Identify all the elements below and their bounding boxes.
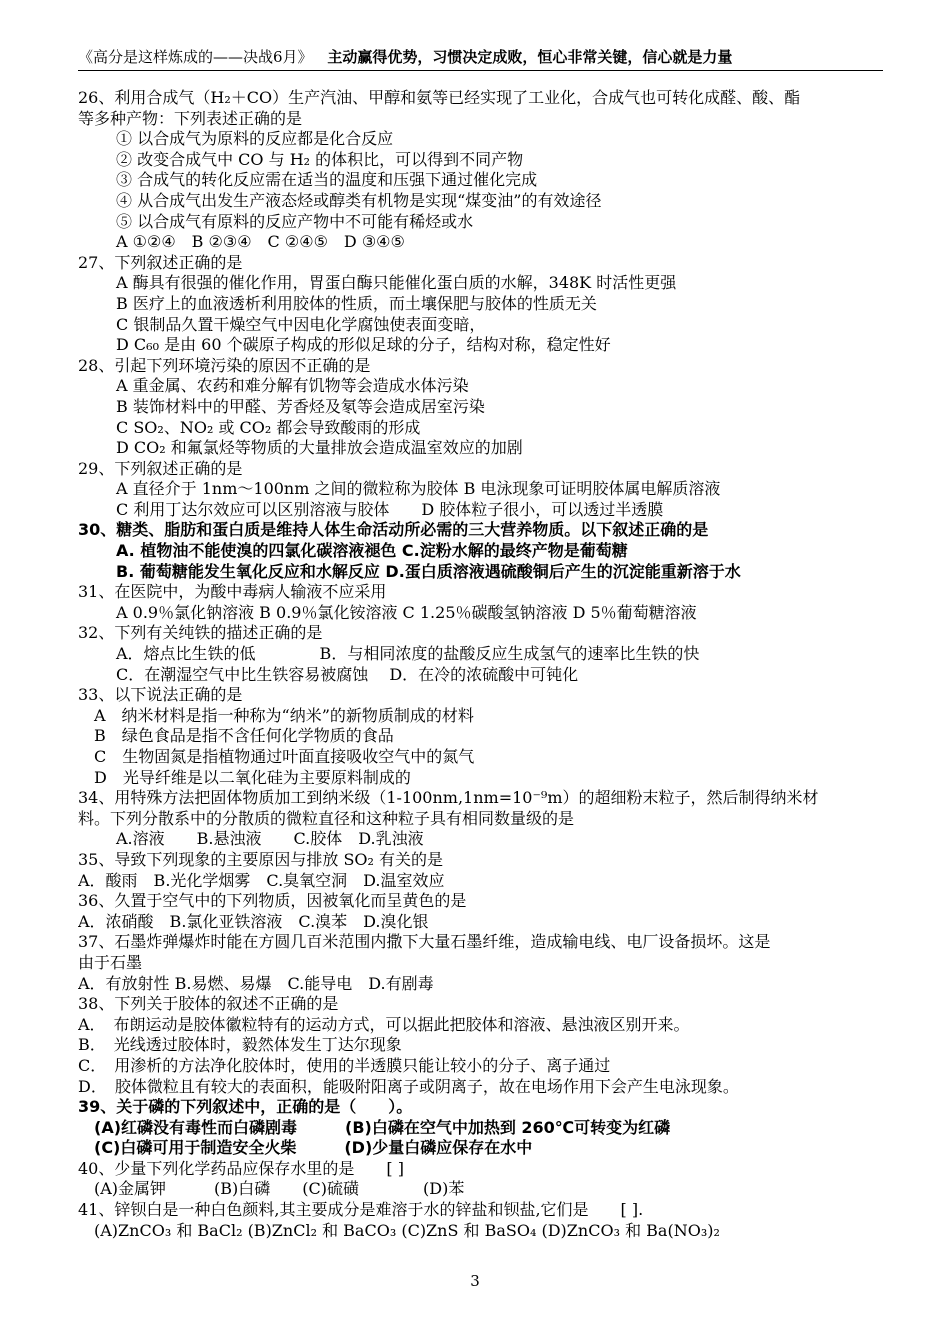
text-line: 30、糖类、脂肪和蛋白质是维持人体生命活动所必需的三大营养物质。以下叙述正确的是 [78,520,709,540]
text-line: C 银制品久置干燥空气中因电化学腐蚀使表面变暗， [116,314,486,334]
text-line: C． 用渗析的方法净化胶体时，使用的半透膜只能让较小的分子、离子通过 [78,1055,611,1075]
text-line: 38、下列关于胶体的叙述不正确的是 [78,994,339,1014]
text-line: C．在潮湿空气中比生铁容易被腐蚀 D．在冷的浓硫酸中可钝化 [116,664,579,684]
text-line: A 纳米材料是指一种称为“纳米”的新物质制成的材料 [94,705,474,725]
text-line: 39、关于磷的下列叙述中，正确的是（ ）。 [78,1097,413,1117]
text-line: 41、锌钡白是一种白色颜料,其主要成分是难溶于水的锌盐和钡盐,它们是 [ ]. [78,1200,644,1220]
text-line: A． 布朗运动是胶体徽粒特有的运动方式，可以据此把胶体和溶液、悬浊液区别开来。 [78,1014,690,1034]
text-line: D． 胶体微粒且有较大的表面积，能吸附阳离子或阴离子，故在电场作用下会产生电泳现象。 [78,1076,739,1096]
text-line: ⑤ 以合成气有原料的反应产物中不可能有稀烃或水 [116,211,474,231]
text-line: 37、石墨炸弹爆炸时能在方圆几百米范围内撒下大量石墨纤维，造成输电线、电厂设备损坏。这是 [78,932,771,952]
text-line: A．酸雨 B.光化学烟雾 C.臭氧空洞 D.温室效应 [78,870,445,890]
text-line: 31、在医院中，为酸中毒病人输液不应采用 [78,582,387,602]
text-line: ② 改变合成气中 CO 与 H₂ 的体积比，可以得到不同产物 [116,149,524,169]
text-line: C 生物固氮是指植物通过叶面直接吸收空气中的氮气 [94,747,475,766]
text-line: 34、用特殊方法把固体物质加工到纳米级（1-100nm,1nm=10⁻⁹m）的超细粉末粒子，然后制得纳米材 [78,788,819,808]
text-line: B 绿色食品是指不含任何化学物质的食品 [94,726,394,746]
text-line: A 重金属、农药和难分解有饥物等会造成水体污染 [116,376,469,396]
text-line: C SO₂、NO₂ 或 CO₂ 都会导致酸雨的形成 [116,417,421,437]
text-line: 35、导致下列现象的主要原因与排放 SO₂ 有关的是 [78,849,444,869]
text-line: (A)金属钾 (B)白磷 (C)硫磺 (D)苯 [94,1179,465,1199]
header-motto: 主动赢得优势，习惯决定成败，恒心非常关键，信心就是力量 [327,48,733,66]
text-line: A. 植物油不能使溴的四氯化碳溶液褪色 C.淀粉水解的最终产物是葡萄糖 [116,541,628,561]
text-line: ① 以合成气为原料的反应都是化合反应 [116,129,394,149]
text-line: A 直径介于 1nm～100nm 之间的微粒称为胶体 B 电泳现象可证明胶体属电解质溶液 [116,479,721,499]
text-line: A．浓硝酸 B.氯化亚铁溶液 C.溴苯 D.溴化银 [78,911,429,931]
text-line: 32、下列有关纯铁的描述正确的是 [78,623,323,643]
text-line: 29、下列叙述正确的是 [78,458,243,478]
text-line: 28、引起下列环境污染的原因不正确的是 [78,355,371,375]
text-line: D C₆₀ 是由 60 个碳原子构成的形似足球的分子，结构对称，稳定性好 [116,335,611,355]
text-line: B 装饰材料中的甲醛、芳香烃及氡等会造成居室污染 [116,396,485,416]
text-line: A 0.9％氯化钠溶液 B 0.9％氯化铵溶液 C 1.25％碳酸氢钠溶液 D 5％葡萄糖溶液 [116,602,697,622]
text-line: (A)红磷没有毒性而白磷剧毒 (B)白磷在空气中加热到 260℃可转变为红磷 [94,1117,671,1137]
text-line: ④ 从合成气出发生产液态烃或醇类有机物是实现“煤变油”的有效途径 [116,190,602,210]
text-line: D CO₂ 和氟氯烃等物质的大量排放会造成温室效应的加剧 [116,438,523,458]
text-line: B. 葡萄糖能发生氧化反应和水解反应 D.蛋白质溶液遇硫酸铜后产生的沉淀能重新溶于水 [116,561,741,581]
header-book-title: 《高分是这样炼成的——决战6月》 [78,48,313,66]
text-line: (C)白磷可用于制造安全火柴 (D)少量白磷应保存在水中 [94,1138,533,1158]
text-line: A ①②④ B ②③④ C ②④⑤ D ③④⑤ [116,232,405,252]
text-line: 由于石墨 [78,952,143,972]
text-line: 料。下列分散系中的分散质的微粒直径和这种粒子具有相同数量级的是 [78,808,575,828]
text-line: (A)ZnCO₃ 和 BaCl₂ (B)ZnCl₂ 和 BaCO₃ (C)ZnS 和 BaSO₄ (D)ZnCO₃ 和 Ba(NO₃)₂ [94,1220,720,1240]
text-line: B． 光线透过胶体时，毅然体发生丁达尔现象 [78,1035,402,1055]
text-line: ③ 合成气的转化反应需在适当的温度和压强下通过催化完成 [116,170,538,190]
text-line: 27、下列叙述正确的是 [78,252,243,272]
text-line: D 光导纤维是以二氧化硅为主要原料制成的 [94,767,411,787]
text-line: C 利用丁达尔效应可以区别溶液与胶体 D 胶体粒子很小，可以透过半透膜 [116,499,664,519]
question-body [78,88,883,1241]
text-line: A 酶具有很强的催化作用，胃蛋白酶只能催化蛋白质的水解，348K 时活性更强 [116,273,677,293]
text-line: 33、以下说法正确的是 [78,685,243,705]
text-line: B 医疗上的血液透析利用胶体的性质，而土壤保肥与胶体的性质无关 [116,293,597,313]
text-line: A.溶液 B.悬浊液 C.胶体 D.乳浊液 [116,829,424,849]
text-line: A．有放射性 B.易燃、易爆 C.能导电 D.有剧毒 [78,973,434,993]
page-number: 3 [470,1272,480,1290]
text-line: 等多种产物：下列表述正确的是 [78,108,303,128]
text-line: A．熔点比生铁的低 B．与相同浓度的盐酸反应生成氢气的速率比生铁的快 [116,644,700,664]
page-header [78,46,883,71]
text-line: 40、少量下列化学药品应保存水里的是 [ ] [78,1158,404,1178]
text-line: 36、久置于空气中的下列物质，因被氧化而呈黄色的是 [78,891,467,911]
text-line: 26、利用合成气（H₂＋CO）生产汽油、甲醇和氨等已经实现了工业化，合成气也可转化成醛、酸、酯 [78,88,801,107]
